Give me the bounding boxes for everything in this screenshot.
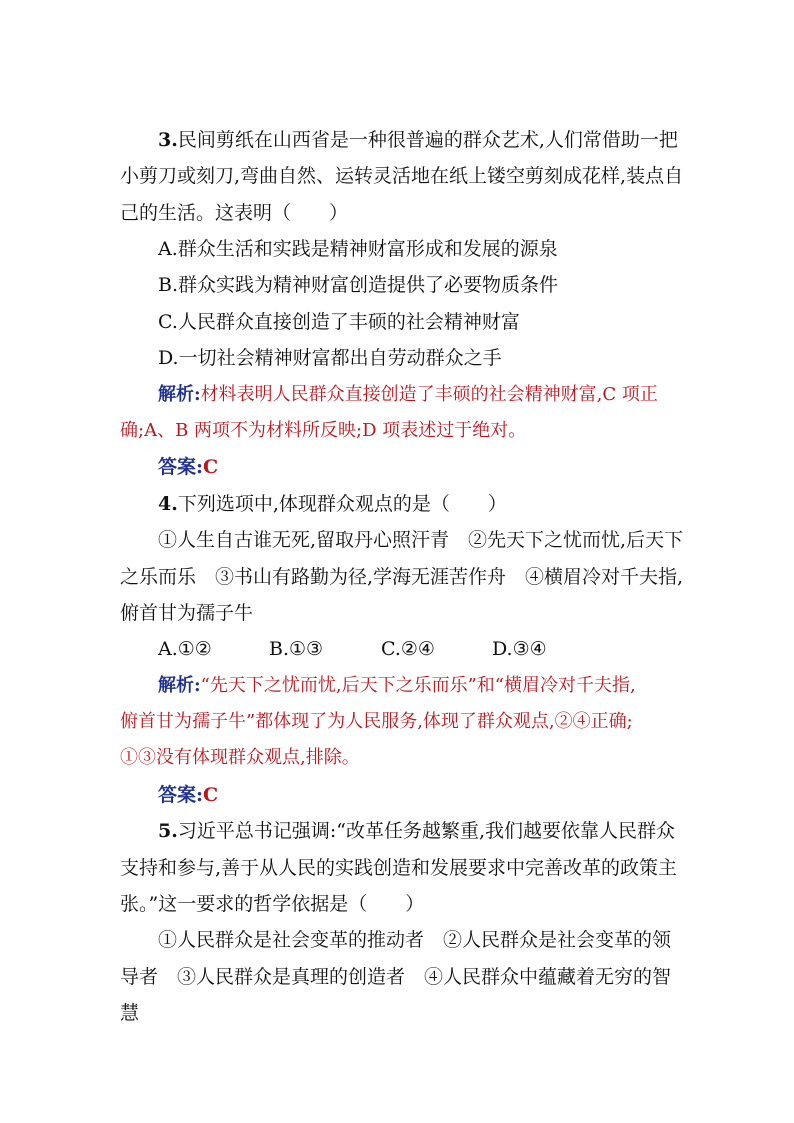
q4-analysis-line-1	[158, 673, 636, 699]
q5-item-line-1: ①人民群众是社会变革的推动者 ②人民群众是社会变革的领	[158, 929, 672, 951]
q4-option-d: D.③④	[492, 638, 547, 660]
q4-item-line-3: 俯首甘为孺子牛	[120, 602, 254, 624]
q3-stem-line-2: 小剪刀或刻刀,弯曲自然、运转灵活地在纸上镂空剪刻成花样,装点自	[120, 165, 684, 187]
q3-option-d: D.一切社会精神财富都出自劳动群众之手	[158, 347, 502, 369]
q5-stem-line-2: 支持和参与,善于从人民的实践创造和发展要求中完善改革的政策主	[120, 857, 678, 879]
q4-option-a: A.①②	[158, 638, 212, 660]
q4-stem-text: 下列选项中,体现群众观点的是（ ）	[177, 493, 507, 515]
q4-analysis-line-2: 俯首甘为孺子牛”都体现了为人民服务,体现了群众观点,②④正确;	[120, 711, 633, 732]
q4-answer-label: 答案:	[158, 784, 204, 806]
q3-number: 3.	[158, 129, 178, 151]
q4-answer	[158, 782, 218, 808]
q4-item-line-2: 之乐而乐 ③书山有路勤为径,学海无涯苦作舟 ④横眉冷对千夫指,	[120, 566, 684, 588]
q3-analysis-label: 解析:	[158, 384, 201, 405]
q4-analysis-text-1: “先天下之忧而忧,后天下之乐而乐”和“横眉冷对千夫指,	[200, 675, 636, 696]
q4-answer-value: C	[203, 784, 219, 806]
q3-stem-line-1	[158, 127, 678, 153]
q3-analysis-text-1: 材料表明人民群众直接创造了丰硕的社会精神财富,C 项正	[200, 384, 658, 405]
q4-analysis-line-3: ①③没有体现群众观点,排除。	[120, 747, 360, 768]
q3-stem-text-1: 民间剪纸在山西省是一种很普遍的群众艺术,人们常借助一把	[177, 129, 678, 151]
q3-option-b: B.群众实践为精神财富创造提供了必要物质条件	[158, 274, 559, 296]
q4-options-row	[0, 636, 794, 662]
q5-stem-text-1: 习近平总书记强调:“改革任务越繁重,我们越要依靠人民群众	[177, 820, 675, 842]
q3-option-a: A.群众生活和实践是精神财富形成和发展的源泉	[158, 238, 558, 260]
q3-answer-value: C	[203, 456, 219, 478]
q5-stem-line-3: 张。”这一要求的哲学依据是（ ）	[120, 893, 425, 915]
q4-number: 4.	[158, 493, 178, 515]
q4-item-line-1: ①人生自古谁无死,留取丹心照汗青 ②先天下之忧而忧,后天下	[158, 529, 684, 551]
q4-stem	[158, 491, 507, 517]
q4-analysis-label: 解析:	[158, 675, 201, 696]
q3-analysis-line-1	[158, 382, 658, 408]
q5-stem-line-1	[158, 818, 675, 844]
q5-number: 5.	[158, 820, 178, 842]
q3-stem-line-3: 己的生活。这表明（ ）	[120, 202, 349, 224]
q3-option-c: C.人民群众直接创造了丰硕的社会精神财富	[158, 311, 520, 333]
q5-item-line-2: 导者 ③人民群众是真理的创造者 ④人民群众中蕴藏着无穷的智	[120, 966, 672, 988]
q3-answer-label: 答案:	[158, 456, 204, 478]
q4-option-b: B.①③	[269, 638, 324, 660]
q4-option-c: C.②④	[381, 638, 435, 660]
q5-item-line-3: 慧	[120, 1002, 140, 1024]
q3-answer	[158, 454, 218, 480]
q3-analysis-line-2: 确;A、B 两项不为材料所反映;D 项表述过于绝对。	[120, 420, 527, 441]
